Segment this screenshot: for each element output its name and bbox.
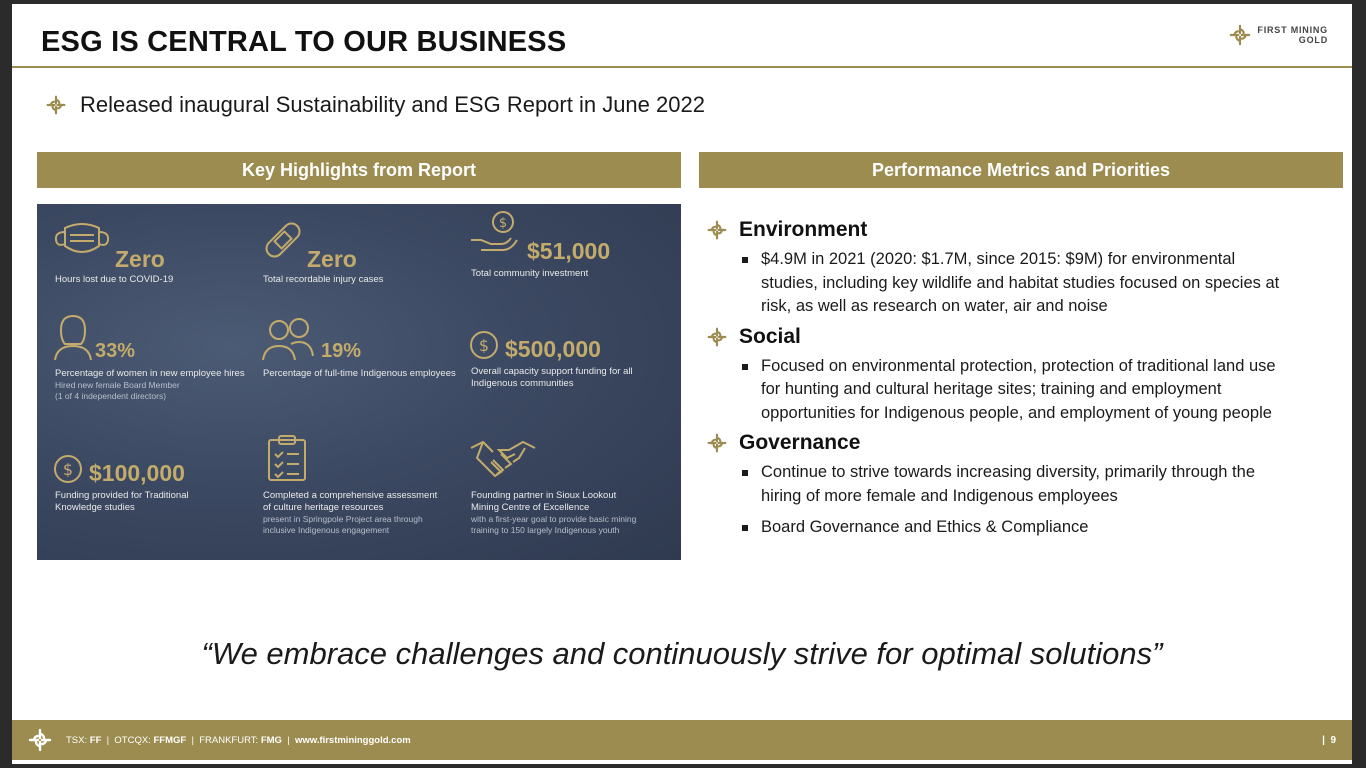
handshake-icon [469, 438, 537, 482]
bullet-line: opportunities for Indigenous people, and employment of young people [761, 403, 1272, 422]
highlight-heritage [261, 434, 471, 544]
metrics-list [707, 218, 1347, 540]
highlight-subtext: inclusive Indigenous engagement [263, 525, 390, 535]
bullet-line: $4.9M in 2021 (2020: $1.7M, since 2015: $9M) for environmental [761, 250, 1236, 268]
bullet-line: risk, as well as research on water, air and noise [761, 297, 1108, 315]
highlight-subtext: Hired new female Board Member [55, 380, 180, 390]
highlight-label: Indigenous communities [471, 378, 574, 389]
highlight-label: Percentage of full-time Indigenous employees [263, 368, 456, 379]
highlight-value: Zero [307, 246, 357, 272]
bullet-line: for hunting and cultural heritage sites; training and employment [761, 380, 1222, 398]
highlight-traditional [53, 452, 258, 522]
subhead [46, 92, 705, 118]
metric-heading [707, 218, 1347, 242]
metric-heading [707, 325, 1347, 349]
highlight-value: $51,000 [527, 238, 611, 264]
svg-text:$: $ [478, 336, 490, 355]
title-divider [12, 66, 1352, 68]
website-link[interactable]: www.firstmininggold.com [294, 734, 411, 746]
separator: | [287, 734, 290, 746]
highlight-women [53, 312, 263, 408]
metric-heading [707, 431, 1347, 455]
highlight-injury [261, 216, 461, 296]
bullet-line: Focused on environmental protection, protection of traditional land use [761, 356, 1276, 375]
dollar-coin-icon [53, 454, 83, 484]
mask-icon [53, 220, 111, 260]
bullet-logo-icon [707, 220, 727, 240]
highlight-sioux-lookout [469, 438, 674, 548]
logo-text [1257, 25, 1328, 45]
bullet-logo-icon [707, 327, 727, 347]
bandage-icon [261, 218, 305, 262]
metric-bullet [741, 355, 1347, 426]
highlight-label: Hours lost due to COVID-19 [55, 274, 174, 285]
highlight-community [469, 210, 669, 296]
separator: | [191, 734, 194, 746]
highlight-label: Total recordable injury cases [263, 274, 384, 285]
highlight-subtext: present in Springpole Project area through [263, 514, 423, 524]
key-highlights-header: Key Highlights from Report [37, 152, 681, 188]
highlight-label: Knowledge studies [55, 502, 135, 513]
tsx-ticker: FF [89, 734, 102, 746]
metric-heading-text: Governance [739, 431, 861, 454]
highlight-subtext: with a first-year goal to provide basic mining [471, 514, 637, 524]
footer-tickers [66, 735, 411, 746]
bullet-logo-icon [707, 433, 727, 453]
highlight-covid [53, 216, 253, 296]
bullet-line: Continue to strive towards increasing diversity, primarily through the [761, 463, 1255, 481]
highlight-label: Funding provided for Traditional [55, 490, 189, 501]
bullet-line: Board Governance and Ethics & Compliance [761, 518, 1089, 536]
frankfurt-ticker: FMG [260, 734, 282, 746]
people-icon [261, 314, 315, 362]
highlight-label: Mining Centre of Excellence [471, 502, 590, 513]
hand-dollar-icon [469, 210, 521, 254]
footer-bar [12, 720, 1352, 760]
company-logo [1229, 24, 1328, 46]
metric-bullet [741, 248, 1347, 319]
svg-text:$: $ [498, 216, 508, 231]
closing-quote: “We embrace challenges and continuously strive for optimal solutions” [201, 636, 1163, 671]
logo-mark-icon [1229, 24, 1251, 46]
highlight-value: $100,000 [89, 460, 185, 486]
highlight-value: Zero [115, 246, 165, 272]
logo-line-1: FIRST MINING [1257, 25, 1328, 35]
frankfurt-label: FRANKFURT: [199, 734, 259, 746]
highlights-panel [37, 204, 681, 560]
performance-metrics-header: Performance Metrics and Priorities [699, 152, 1343, 188]
dollar-coin-icon [469, 330, 499, 360]
highlight-subtext: (1 of 4 independent directors) [55, 391, 167, 401]
page-title: ESG IS CENTRAL TO OUR BUSINESS [41, 26, 567, 58]
highlight-label: Founding partner in Sioux Lookout [471, 490, 617, 501]
otc-label: OTCQX: [114, 734, 151, 746]
highlight-value: 19% [321, 340, 362, 362]
woman-icon [53, 312, 93, 362]
highlight-label: of culture heritage resources [263, 502, 384, 513]
metric-bullet [741, 461, 1347, 508]
bullet-line: hiring of more female and Indigenous employees [761, 486, 1118, 505]
bullet-logo-icon [46, 95, 66, 115]
highlight-capacity [469, 324, 674, 404]
logo-line-2: GOLD [1298, 35, 1328, 45]
bullet-line: studies, including key wildlife and habitat studies focused on species at [761, 273, 1280, 292]
page-number [1322, 735, 1336, 746]
metric-section-environment [707, 218, 1347, 319]
otc-ticker: FFMGF [153, 734, 187, 746]
tsx-label: TSX: [66, 734, 88, 746]
highlight-subtext: training to 150 largely Indigenous youth [471, 525, 620, 535]
footer-logo-icon [28, 728, 52, 752]
highlight-label: Percentage of women in new employee hires [55, 368, 245, 379]
page-number-value: 9 [1330, 734, 1336, 746]
metric-heading-text: Social [739, 324, 801, 348]
highlight-label: Total community investment [471, 268, 589, 279]
subhead-text: Released inaugural Sustainability and ESG Report in June 2022 [80, 92, 705, 117]
metric-heading-text: Environment [739, 218, 868, 241]
clipboard-icon [265, 434, 309, 482]
highlight-label: Completed a comprehensive assessment [263, 490, 438, 501]
highlight-label: Overall capacity support funding for all [471, 366, 633, 377]
metric-bullet [741, 516, 1347, 540]
separator: | [1322, 734, 1325, 746]
svg-text:$: $ [62, 460, 74, 479]
highlight-value: 33% [95, 340, 136, 362]
highlight-indigenous [261, 312, 471, 392]
slide [12, 4, 1352, 764]
metric-section-governance [707, 431, 1347, 540]
metric-section-social [707, 325, 1347, 426]
separator: | [106, 734, 110, 746]
highlight-value: $500,000 [505, 336, 601, 362]
